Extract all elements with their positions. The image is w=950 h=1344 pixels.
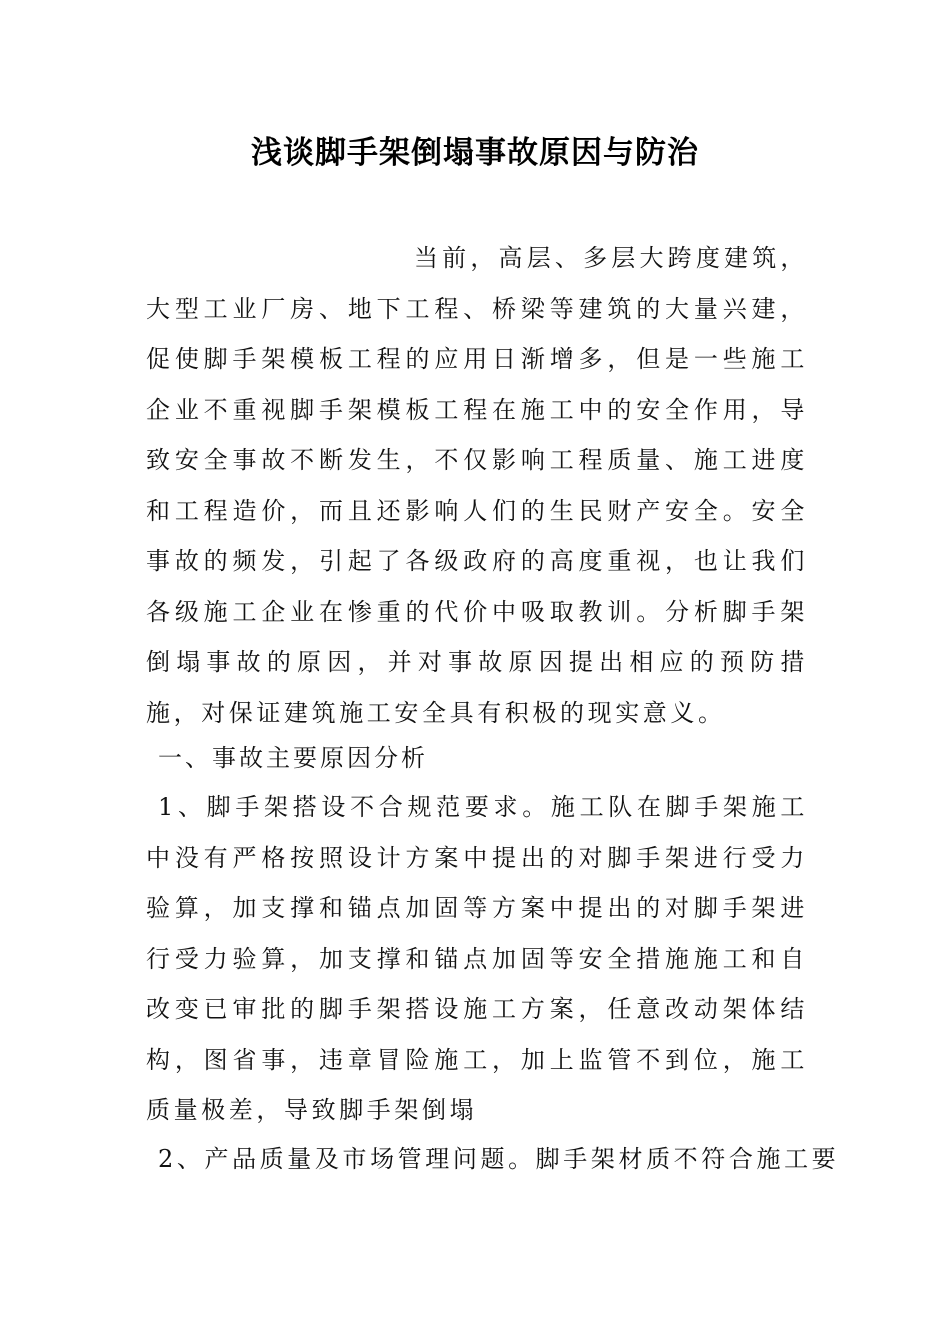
paragraph-cause-1: 1、脚手架搭设不合规范要求。施工队在脚手架施工中没有严格按照设计方案中提出的对脚手架进行受力验算，加支撑和锚点加固等方案中提出的对脚手架进行受力验算，加支撑和锚点加固等安全措施施工和自改变已审批的脚手架搭设施工方案，任意改动架体结构，图省事，违章冒险施工，加上监管不到位，施工质量极差，导致脚手架倒塌 [146, 793, 808, 1124]
paragraph-cause-2: 2、产品质量及市场管理问题。脚手架材质不符合施工要 [158, 1145, 840, 1173]
document-title: 浅谈脚手架倒塌事故原因与防治 [251, 135, 699, 171]
section-heading-1: 一、事故主要原因分析 [158, 744, 428, 772]
paragraph-intro: 当前，高层、多层大跨度建筑，大型工业厂房、地下工程、桥梁等建筑的大量兴建，促使脚手架模板工程的应用日渐增多，但是一些施工企业不重视脚手架模板工程在施工中的安全作用，导致安全事故不断发生，不仅影响工程质量、施工进度和工程造价，而且还影响人们的生民财产安全。安全事故的频发，引起了各级政府的高度重视，也让我们各级施工企业在惨重的代价中吸取教训。分析脚手架倒塌事故的原因，并对事故原因提出相应的预防措施，对保证建筑施工安全具有积极的现实意义。 [146, 244, 808, 727]
